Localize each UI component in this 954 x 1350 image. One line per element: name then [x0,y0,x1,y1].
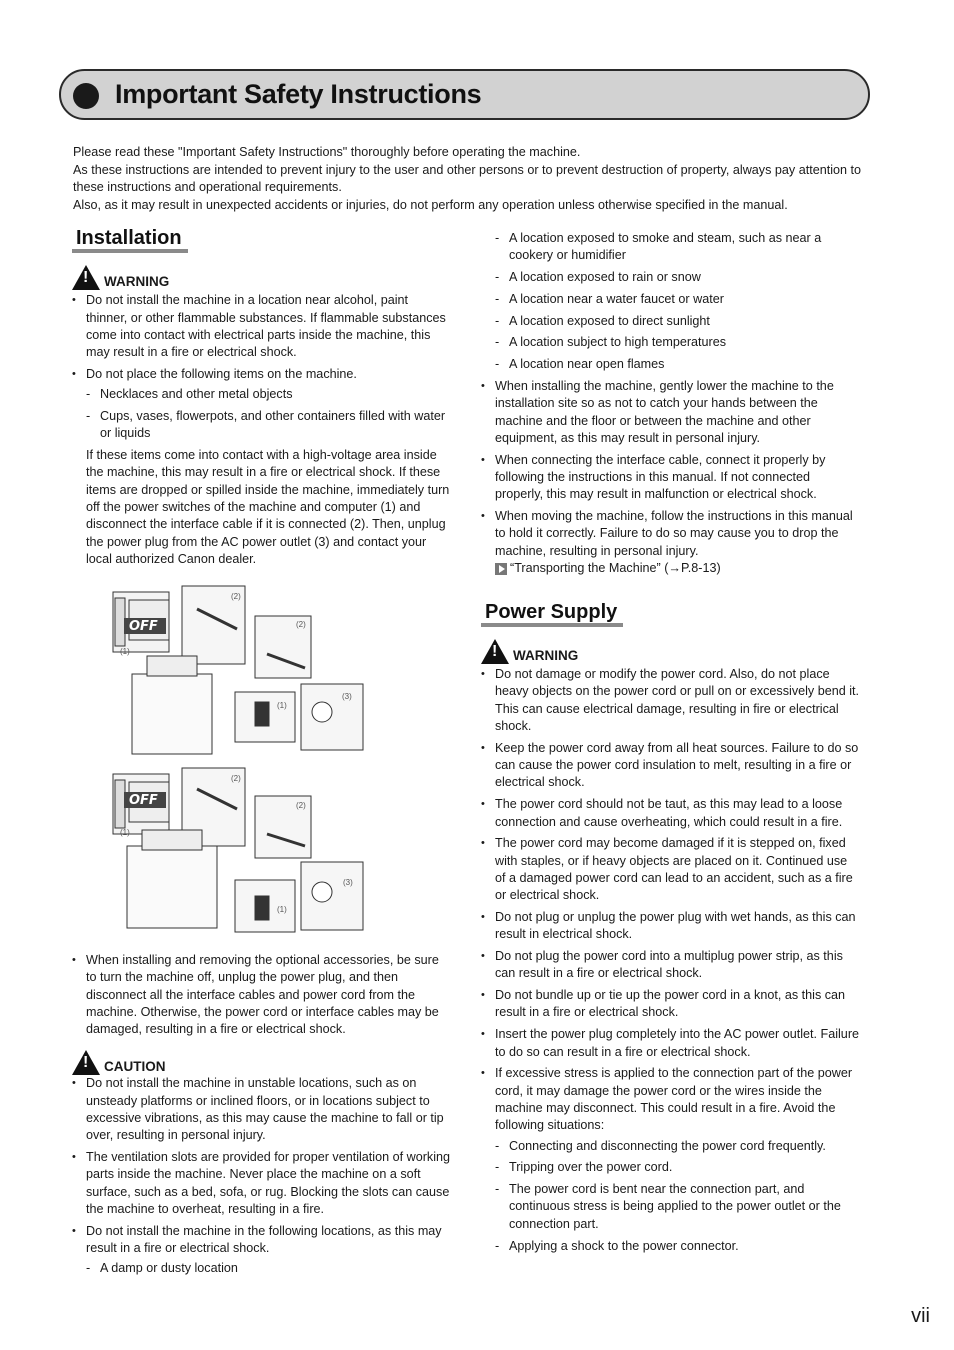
intro-line: As these instructions are intended to prevent injury to the user and other persons or to prevent destruction of property, always pay attention to these instructions and operational requirements. [73,162,862,194]
dash-item: - Connecting and disconnecting the power cord frequently. [495,1138,861,1155]
dash-item: - Tripping over the power cord. [495,1159,861,1176]
dash-item: - A location subject to high temperatures [495,334,861,351]
dash-list [86,1260,452,1277]
caution-heading [72,1050,452,1075]
warning-triangle-icon [72,265,100,290]
off-label: OFF [129,793,158,808]
label-1: (1) [120,647,130,656]
warning-heading [481,639,861,664]
intro-text [73,144,873,214]
list-item [481,508,861,577]
warning-list [72,952,452,1038]
label-1: (1) [120,828,130,837]
reference-arrow-icon [495,563,507,575]
left-column [72,227,452,568]
dash-item: - Cups, vases, flowerpots, and other containers filled with water or liquids [86,408,452,443]
printer-illustration [132,656,212,754]
list-item: • When installing the machine, gently lower the machine to the installation site so as not to catch your hands between the machine and the floor or between the machine and other equipment, as this may result in personal injury. [481,378,861,447]
label-1: (1) [277,905,287,914]
label-2: (2) [296,801,306,810]
dash-item: - Necklaces and other metal objects [86,386,452,403]
dash-item: - A location exposed to smoke and steam, such as near a cookery or humidifier [495,230,861,265]
label-2: (2) [296,620,306,629]
list-item: • Do not install the machine in a location near alcohol, paint thinner, or other flammable substances. If flammable substances come into contact with electrical parts inside the machine, this may result in a fire or electrical shock. [72,292,452,361]
page-title: Important Safety Instructions [115,79,482,109]
list-item: • Insert the power plug completely into the AC power outlet. Failure to do so can result in a fire or electrical shock. [481,1026,861,1061]
right-column [481,230,861,1259]
intro-line: Please read these "Important Safety Instructions" thoroughly before operating the machine. [73,145,581,159]
caution-triangle-icon [72,1050,100,1075]
dash-item: - A location near a water faucet or water [495,291,861,308]
list-item: • Do not damage or modify the power cord. Also, do not place heavy objects on the power cord or pull on or excessively bend it. This can cause electrical damage, resulting in fire or electrical shock. [481,666,861,735]
power-warning-list [481,666,861,1255]
dash-list [495,230,861,374]
dash-item: - The power cord is bent near the connection part, and continuous stress is being applied to the power outlet or the connection part. [495,1181,861,1233]
bullet-dot-icon [73,83,99,109]
list-item-text: Do not install the machine in the following locations, as this may result in a fire or electrical shock. [86,1223,442,1256]
list-item: • Do not plug or unplug the power plug with wet hands, as this can result in electrical shock. [481,909,861,944]
warning-label: WARNING [104,274,170,289]
label-3: (3) [342,692,352,701]
list-item-text: Do not place the following items on the machine. [86,366,357,381]
off-label: OFF [129,619,158,634]
caution-list-continued [481,378,861,577]
list-item: • The power cord may become damaged if it is stepped on, fixed with staples, or if heavy objects are placed on it. Continued use of a damaged power cord can lead to an accident, such as a fire or electrical shock. [481,835,861,904]
reference-text: “Transporting the Machine” (→P.8-13) [510,561,721,576]
list-item: • Do not install the machine in unstable locations, such as on unsteady platforms or inclined floors, or in locations subject to excessive vibrations, as this may cause the machine to fall or tip over, resulting in personal injury. [72,1075,452,1144]
warning-label: WARNING [513,647,579,663]
list-item: • Do not bundle up or tie up the power cord in a knot, as this can result in a fire or electrical shock. [481,987,861,1022]
dash-item: - A location exposed to direct sunlight [495,313,861,330]
list-item: • When installing and removing the optional accessories, be sure to turn the machine off, unplug the power plug, and then disconnect all the interface cables and power cord from the machine. Otherwise, the power cord or interface cables may be damaged, resulting in a fire or electrical shock. [72,952,452,1038]
list-item: • The ventilation slots are provided for proper ventilation of working parts inside the machine. Never place the machine on a soft surface, such as a bed, sofa, or rug. Blocking the slots can cause the machine to overheat, resulting in a fire. [72,1149,452,1218]
warning-paragraph: If these items come into contact with a high-voltage area inside the machine, this may result in a fire or electrical shock. If these items are dropped or spilled inside the machine, immediately turn off the power switches of the machine and computer (1) and disconnect the interface cable if it is connected (2). Then, unplug the power plug from the AC power outlet (3) and contact your local authorized Canon dealer. [86,448,450,566]
warning-heading [72,265,452,290]
list-item: • Do not plug the power cord into a multiplug power strip, as this can result in a fire or electrical shock. [481,948,861,983]
label-2: (2) [231,774,241,783]
cross-reference-link[interactable] [495,560,861,577]
caution-list [72,1075,452,1277]
page-number: vii [911,1305,930,1327]
section-title-installation: Installation [72,230,188,253]
list-item: • When connecting the interface cable, connect it properly by following the instructions in this manual. If not connected properly, this may result in malfunction or electrical shock. [481,452,861,504]
dash-item: - A location near open flames [495,356,861,373]
list-item [72,366,452,443]
dash-item: - A location exposed to rain or snow [495,269,861,286]
dash-list [495,1138,861,1255]
intro-line: Also, as it may result in unexpected accidents or injuries, do not perform any operation unless otherwise specified in the manual. [73,197,788,212]
dash-item: - A damp or dusty location [86,1260,452,1277]
list-item [72,1223,452,1278]
list-item-text: When moving the machine, follow the instructions in this manual to hold it correctly. Failure to do so may cause you to drop the machine, resulting in personal injury. [495,509,853,558]
label-2: (2) [231,592,241,601]
label-1: (1) [277,701,287,710]
caution-label: CAUTION [104,1059,166,1075]
warning-list [72,292,452,442]
title-banner [59,69,870,120]
warning-triangle-icon [481,639,509,664]
dash-item: - Applying a shock to the power connector. [495,1238,861,1255]
label-3: (3) [343,878,353,887]
disconnect-illustration [107,584,369,956]
list-item: • The power cord should not be taut, as this may lead to a loose connection and cause overheating, which could result in a fire. [481,796,861,831]
list-item-text: If excessive stress is applied to the connection part of the power cord, it may damage the power cord or the wires inside the machine may disconnect. This could result in a fire. Avoid the following situations: [495,1066,853,1133]
list-item [481,1065,861,1254]
dash-list [86,386,452,442]
list-item: • Keep the power cord away from all heat sources. Failure to do so can cause the power cord insulation to melt, resulting in a fire or electrical shock. [481,740,861,792]
section-title-power-supply: Power Supply [481,604,623,627]
left-column-lower [72,952,452,1282]
